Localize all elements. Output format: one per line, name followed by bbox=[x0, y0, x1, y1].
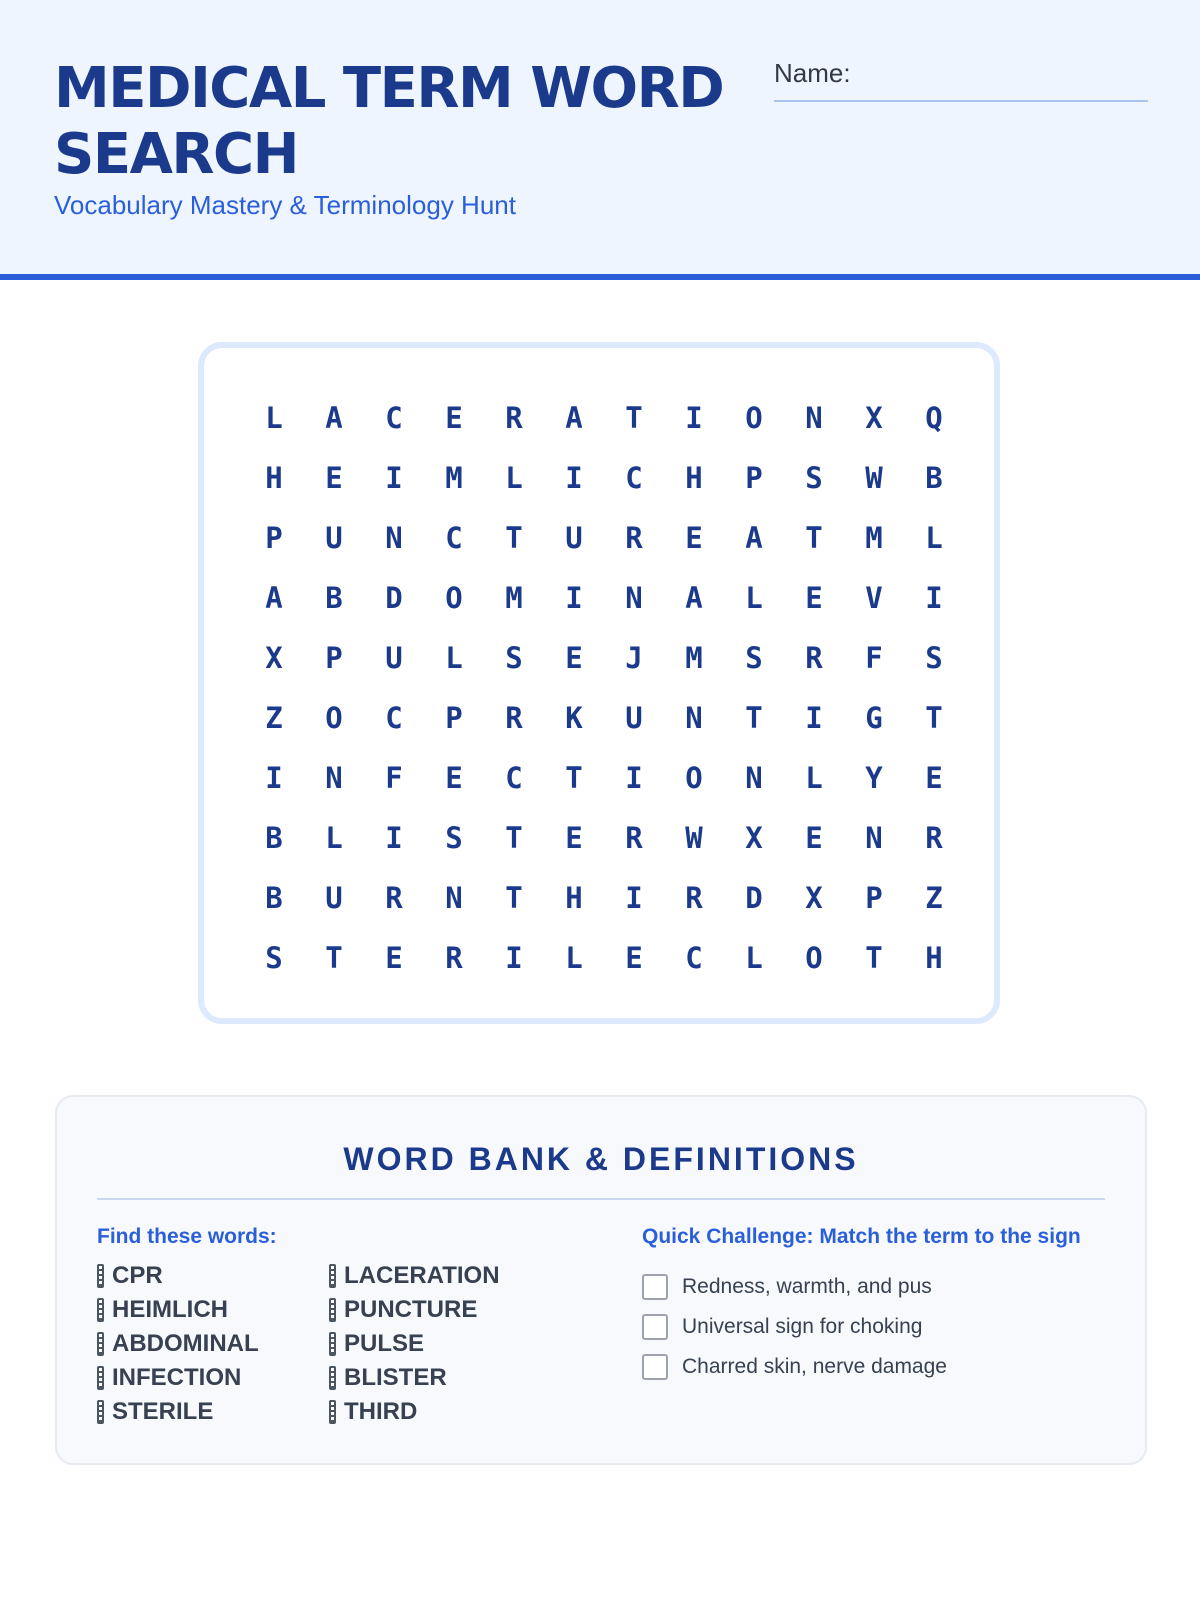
grid-letter[interactable]: W bbox=[865, 461, 883, 495]
grid-letter[interactable]: T bbox=[505, 521, 523, 555]
grid-letter[interactable]: U bbox=[325, 881, 343, 915]
grid-letter[interactable]: C bbox=[445, 521, 463, 555]
grid-letter[interactable]: L bbox=[445, 641, 463, 675]
challenge-text: Charred skin, nerve damage bbox=[682, 1355, 947, 1378]
word-label: BLISTER bbox=[344, 1364, 447, 1391]
grid-letter[interactable]: L bbox=[265, 401, 283, 435]
grid-letter[interactable]: A bbox=[265, 581, 283, 615]
grid-letter[interactable]: F bbox=[385, 761, 403, 795]
grid-letter[interactable]: E bbox=[445, 401, 463, 435]
word-item bbox=[97, 1259, 329, 1293]
challenge-text: Universal sign for choking bbox=[682, 1315, 923, 1338]
grid-letter[interactable]: R bbox=[625, 821, 643, 855]
grid-letter[interactable]: R bbox=[505, 401, 523, 435]
name-field[interactable] bbox=[774, 58, 1148, 102]
grid-letter[interactable]: P bbox=[265, 521, 283, 555]
bandage-icon bbox=[329, 1264, 336, 1288]
challenge-text: Redness, warmth, and pus bbox=[682, 1275, 932, 1298]
bandage-icon bbox=[97, 1366, 104, 1390]
challenge-checkbox[interactable] bbox=[642, 1354, 668, 1380]
grid-letter[interactable]: I bbox=[925, 581, 943, 615]
grid-letter[interactable]: U bbox=[325, 521, 343, 555]
grid-letter[interactable]: L bbox=[565, 941, 583, 975]
grid-letter[interactable]: T bbox=[805, 521, 823, 555]
word-item bbox=[329, 1361, 561, 1395]
challenge-checkbox[interactable] bbox=[642, 1314, 668, 1340]
grid-letter[interactable]: N bbox=[685, 701, 703, 735]
grid-letter[interactable]: S bbox=[805, 461, 823, 495]
grid-letter[interactable]: A bbox=[745, 521, 763, 555]
word-item bbox=[97, 1327, 329, 1361]
word-item bbox=[97, 1293, 329, 1327]
challenge-list bbox=[642, 1267, 947, 1387]
grid-letter[interactable]: R bbox=[685, 881, 703, 915]
grid-letter[interactable]: D bbox=[745, 881, 763, 915]
bandage-icon bbox=[329, 1400, 336, 1424]
grid-letter[interactable]: I bbox=[385, 461, 403, 495]
grid-letter[interactable]: N bbox=[745, 761, 763, 795]
grid-letter[interactable]: E bbox=[565, 821, 583, 855]
bandage-icon bbox=[329, 1298, 336, 1322]
grid-letter[interactable]: M bbox=[685, 641, 703, 675]
header bbox=[0, 0, 1200, 280]
word-label: HEIMLICH bbox=[112, 1296, 228, 1323]
page-title: MEDICAL TERM WORD SEARCH bbox=[54, 56, 724, 187]
grid-letter[interactable]: E bbox=[625, 941, 643, 975]
grid-letter[interactable]: Q bbox=[925, 401, 943, 435]
find-words-label: Find these words: bbox=[97, 1225, 277, 1248]
challenge-label: Quick Challenge: Match the term to the sign bbox=[642, 1225, 1081, 1248]
grid-letter[interactable]: S bbox=[745, 641, 763, 675]
word-bank-panel bbox=[55, 1095, 1147, 1465]
grid-letter[interactable]: P bbox=[325, 641, 343, 675]
word-bank-title: WORD BANK & DEFINITIONS bbox=[343, 1141, 859, 1177]
grid-letter[interactable]: L bbox=[325, 821, 343, 855]
grid-letter[interactable]: E bbox=[565, 641, 583, 675]
grid-letter[interactable]: L bbox=[805, 761, 823, 795]
name-label: Name: bbox=[774, 58, 851, 88]
grid-letter[interactable]: C bbox=[385, 401, 403, 435]
grid-letter[interactable]: N bbox=[865, 821, 883, 855]
grid-letter[interactable]: C bbox=[685, 941, 703, 975]
word-label: INFECTION bbox=[112, 1364, 242, 1391]
page-subtitle: Vocabulary Mastery & Terminology Hunt bbox=[54, 190, 516, 220]
grid-letter[interactable]: E bbox=[805, 581, 823, 615]
grid-letter[interactable]: U bbox=[565, 521, 583, 555]
challenge-item bbox=[642, 1307, 947, 1347]
grid-letter[interactable]: H bbox=[565, 881, 583, 915]
grid-letter[interactable]: A bbox=[685, 581, 703, 615]
grid-letter[interactable]: M bbox=[865, 521, 883, 555]
grid-letter[interactable]: I bbox=[625, 761, 643, 795]
grid-letter[interactable]: N bbox=[385, 521, 403, 555]
grid-letter[interactable]: B bbox=[925, 461, 943, 495]
grid-letter[interactable]: J bbox=[625, 641, 643, 675]
challenge-checkbox[interactable] bbox=[642, 1274, 668, 1300]
divider bbox=[97, 1198, 1105, 1200]
grid-letter[interactable]: P bbox=[445, 701, 463, 735]
grid-letter[interactable]: I bbox=[565, 461, 583, 495]
grid-letter[interactable]: T bbox=[925, 701, 943, 735]
bandage-icon bbox=[97, 1332, 104, 1356]
grid-letter[interactable]: R bbox=[625, 521, 643, 555]
grid-letter[interactable]: T bbox=[865, 941, 883, 975]
grid-letter[interactable]: S bbox=[925, 641, 943, 675]
grid-letter[interactable]: Y bbox=[865, 761, 883, 795]
grid-letter[interactable]: A bbox=[565, 401, 583, 435]
grid-letter[interactable]: T bbox=[625, 401, 643, 435]
grid-letter[interactable]: M bbox=[505, 581, 523, 615]
word-list bbox=[97, 1259, 561, 1429]
grid-letter[interactable]: U bbox=[385, 641, 403, 675]
word-item bbox=[329, 1293, 561, 1327]
word-search-grid bbox=[244, 388, 964, 988]
grid-letter[interactable]: X bbox=[265, 641, 283, 675]
grid-letter[interactable]: R bbox=[925, 821, 943, 855]
grid-letter[interactable]: I bbox=[505, 941, 523, 975]
grid-letter[interactable]: F bbox=[865, 641, 883, 675]
grid-letter[interactable]: T bbox=[505, 881, 523, 915]
grid-letter[interactable]: V bbox=[865, 581, 883, 615]
grid-letter[interactable]: O bbox=[685, 761, 703, 795]
grid-letter[interactable]: O bbox=[805, 941, 823, 975]
grid-letter[interactable]: R bbox=[505, 701, 523, 735]
bandage-icon bbox=[329, 1332, 336, 1356]
challenge-item bbox=[642, 1267, 947, 1307]
word-item bbox=[329, 1259, 561, 1293]
grid-letter[interactable]: C bbox=[625, 461, 643, 495]
grid-letter[interactable]: O bbox=[445, 581, 463, 615]
grid-letter[interactable]: H bbox=[685, 461, 703, 495]
grid-letter[interactable]: S bbox=[265, 941, 283, 975]
word-label: LACERATION bbox=[344, 1262, 500, 1289]
word-label: STERILE bbox=[112, 1398, 214, 1425]
grid-letter[interactable]: E bbox=[325, 461, 343, 495]
word-label: ABDOMINAL bbox=[112, 1330, 259, 1357]
word-label: CPR bbox=[112, 1262, 163, 1289]
grid-letter[interactable]: A bbox=[325, 401, 343, 435]
word-label: THIRD bbox=[344, 1398, 418, 1425]
grid-letter[interactable]: I bbox=[565, 581, 583, 615]
grid-letter[interactable]: T bbox=[565, 761, 583, 795]
grid-letter[interactable]: Z bbox=[265, 701, 283, 735]
grid-letter[interactable]: E bbox=[805, 821, 823, 855]
grid-letter[interactable]: E bbox=[925, 761, 943, 795]
grid-letter[interactable]: K bbox=[565, 701, 583, 735]
grid-letter[interactable]: N bbox=[445, 881, 463, 915]
grid-letter[interactable]: U bbox=[625, 701, 643, 735]
grid-letter[interactable]: C bbox=[385, 701, 403, 735]
grid-letter[interactable]: W bbox=[685, 821, 703, 855]
word-item bbox=[329, 1395, 561, 1429]
grid-letter[interactable]: H bbox=[925, 941, 943, 975]
grid-letter[interactable]: X bbox=[805, 881, 823, 915]
grid-letter[interactable]: D bbox=[385, 581, 403, 615]
grid-letter[interactable]: P bbox=[745, 461, 763, 495]
grid-letter[interactable]: R bbox=[385, 881, 403, 915]
grid-letter[interactable]: E bbox=[685, 521, 703, 555]
grid-letter[interactable]: I bbox=[805, 701, 823, 735]
grid-letter[interactable]: G bbox=[865, 701, 883, 735]
grid-letter[interactable]: I bbox=[265, 761, 283, 795]
word-item bbox=[97, 1361, 329, 1395]
grid-letter[interactable]: N bbox=[325, 761, 343, 795]
grid-letter[interactable]: T bbox=[325, 941, 343, 975]
grid-letter[interactable]: O bbox=[325, 701, 343, 735]
grid-letter[interactable]: X bbox=[865, 401, 883, 435]
grid-letter[interactable]: Z bbox=[925, 881, 943, 915]
grid-letter[interactable]: M bbox=[445, 461, 463, 495]
grid-letter[interactable]: S bbox=[445, 821, 463, 855]
bandage-icon bbox=[97, 1264, 104, 1288]
grid-letter[interactable]: S bbox=[505, 641, 523, 675]
grid-letter[interactable]: B bbox=[265, 881, 283, 915]
grid-letter[interactable]: R bbox=[805, 641, 823, 675]
word-label: PUNCTURE bbox=[344, 1296, 478, 1323]
grid-letter[interactable]: I bbox=[625, 881, 643, 915]
grid-letter[interactable]: N bbox=[625, 581, 643, 615]
grid-letter[interactable]: P bbox=[865, 881, 883, 915]
grid-letter[interactable]: E bbox=[385, 941, 403, 975]
grid-letter[interactable]: R bbox=[445, 941, 463, 975]
grid-letter[interactable]: L bbox=[745, 581, 763, 615]
grid-letter[interactable]: B bbox=[265, 821, 283, 855]
grid-letter[interactable]: X bbox=[745, 821, 763, 855]
grid-letter[interactable]: B bbox=[325, 581, 343, 615]
grid-letter[interactable]: H bbox=[265, 461, 283, 495]
grid-letter[interactable]: L bbox=[925, 521, 943, 555]
grid-letter[interactable]: T bbox=[745, 701, 763, 735]
word-label: PULSE bbox=[344, 1330, 425, 1357]
word-item bbox=[97, 1395, 329, 1429]
grid-letter[interactable]: T bbox=[505, 821, 523, 855]
word-item bbox=[329, 1327, 561, 1361]
bandage-icon bbox=[329, 1366, 336, 1390]
grid-letter[interactable]: L bbox=[505, 461, 523, 495]
grid-letter[interactable]: I bbox=[685, 401, 703, 435]
grid-letter[interactable]: C bbox=[505, 761, 523, 795]
grid-letter[interactable]: N bbox=[805, 401, 823, 435]
grid-letter[interactable]: L bbox=[745, 941, 763, 975]
challenge-item bbox=[642, 1347, 947, 1387]
grid-letter[interactable]: E bbox=[445, 761, 463, 795]
word-search-grid-box bbox=[198, 342, 1000, 1024]
bandage-icon bbox=[97, 1298, 104, 1322]
grid-letter[interactable]: O bbox=[745, 401, 763, 435]
grid-letter[interactable]: I bbox=[385, 821, 403, 855]
bandage-icon bbox=[97, 1400, 104, 1424]
